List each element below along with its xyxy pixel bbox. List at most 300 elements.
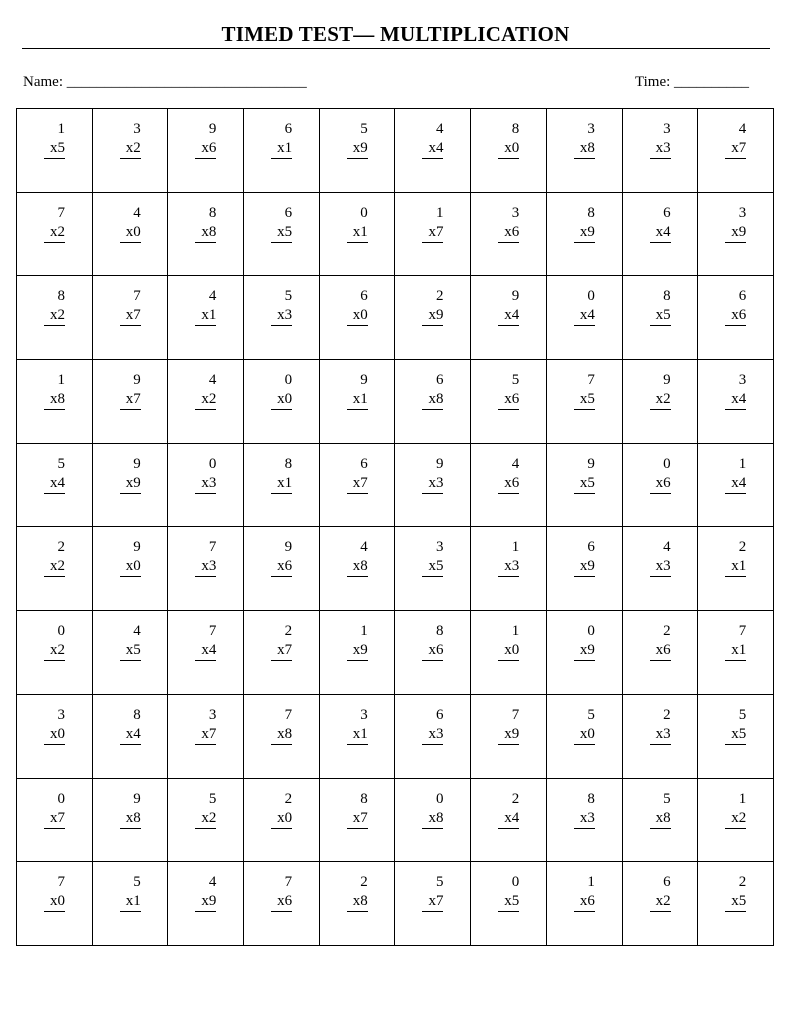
multiplier: x7 [422,892,443,912]
multiplier: x9 [195,892,216,912]
multiplier: x7 [44,809,65,829]
problem-cell[interactable] [17,109,93,193]
multiplicand: 5 [511,372,520,389]
multiplicand: 2 [57,539,65,556]
multiplicand: 8 [511,121,520,137]
multiplier: x7 [120,306,141,326]
problem-cell[interactable] [244,779,320,863]
multiplier: x9 [725,223,746,243]
multiplicand: 9 [435,455,444,472]
multiplication-problem [650,790,671,829]
multiplication-problem [422,287,443,326]
problem-cell[interactable] [547,360,623,444]
problem-cell[interactable] [93,611,169,695]
multiplicand: 2 [284,790,293,807]
multiplication-problem [120,706,141,745]
problem-cell[interactable] [320,444,396,528]
problem-cell[interactable] [698,527,774,611]
problem-cell[interactable] [93,109,169,193]
multiplicand: 4 [738,121,747,137]
multiplicand: 1 [738,455,747,472]
multiplicand: 8 [57,288,65,305]
multiplication-problem [422,790,443,829]
multiplicand: 1 [511,539,520,556]
multiplicand: 0 [57,623,65,640]
multiplicand: 1 [57,372,65,389]
multiplicand: 6 [360,455,368,472]
problem-cell[interactable] [93,695,169,779]
multiplication-problem [271,287,292,326]
problem-cell[interactable] [471,862,547,946]
problem-cell[interactable] [320,695,396,779]
problem-cell[interactable] [547,862,623,946]
problem-cell[interactable] [623,862,699,946]
multiplication-problem [347,873,368,912]
problem-cell[interactable] [547,779,623,863]
multiplier: x1 [725,641,746,661]
problem-cell[interactable] [17,193,93,277]
multiplier: x4 [195,641,216,661]
multiplication-problem [574,371,595,410]
problem-cell[interactable] [244,360,320,444]
problem-cell[interactable] [244,527,320,611]
problem-cell[interactable] [623,695,699,779]
multiplier: x9 [574,641,595,661]
multiplication-problem [120,622,141,661]
multiplication-problem [574,790,595,829]
multiplicand: 7 [738,623,747,640]
problem-cell[interactable] [93,527,169,611]
multiplication-problem [195,287,216,326]
problem-cell[interactable] [698,193,774,277]
multiplier: x0 [574,725,595,745]
multiplicand: 9 [511,288,520,305]
multiplier: x0 [498,139,519,159]
multiplicand: 7 [284,874,293,891]
multiplication-problem [195,455,216,494]
multiplier: x2 [650,390,671,410]
problem-cell[interactable] [320,360,396,444]
multiplication-problem [725,706,746,745]
multiplication-problem [44,706,65,745]
problem-cell[interactable] [395,695,471,779]
problem-cell[interactable] [168,193,244,277]
multiplier: x4 [498,306,519,326]
multiplier: x6 [650,641,671,661]
multiplicand: 3 [435,539,444,556]
multiplicand: 9 [360,372,368,389]
multiplicand: 0 [587,288,595,305]
problem-cell[interactable] [623,779,699,863]
multiplier: x9 [347,139,368,159]
problem-cell[interactable] [698,695,774,779]
problem-cell[interactable] [395,276,471,360]
problem-cell[interactable] [244,695,320,779]
problem-cell[interactable] [471,527,547,611]
problem-cell[interactable] [320,862,396,946]
multiplier: x0 [498,641,519,661]
multiplication-problem [725,204,746,243]
problem-cell[interactable] [698,862,774,946]
multiplier: x3 [422,474,443,494]
multiplication-problem [44,120,65,159]
problem-cell[interactable] [547,527,623,611]
problem-cell[interactable] [623,611,699,695]
multiplication-problem [650,538,671,577]
multiplication-problem [422,622,443,661]
multiplication-problem [650,706,671,745]
multiplication-problem [498,873,519,912]
problem-cell[interactable] [93,779,169,863]
multiplicand: 6 [284,204,293,221]
multiplicand: 8 [360,790,368,807]
multiplicand: 6 [738,288,747,305]
multiplier: x9 [574,223,595,243]
problem-cell[interactable] [547,444,623,528]
problem-cell[interactable] [547,276,623,360]
multiplicand: 3 [738,204,747,221]
problem-cell[interactable] [93,276,169,360]
multiplication-problem [120,287,141,326]
problem-cell[interactable] [168,862,244,946]
multiplication-problem [725,622,746,661]
problem-cell[interactable] [623,193,699,277]
problem-cell[interactable] [320,527,396,611]
multiplier: x9 [422,306,443,326]
problem-cell[interactable] [17,276,93,360]
multiplicand: 5 [284,288,293,305]
multiplier: x0 [120,557,141,577]
multiplicand: 2 [284,623,293,640]
multiplier: x8 [422,809,443,829]
multiplier: x3 [498,557,519,577]
multiplication-problem [347,622,368,661]
problem-cell[interactable] [93,862,169,946]
problem-cell[interactable] [244,862,320,946]
multiplicand: 4 [208,372,217,389]
multiplicand: 6 [360,288,368,305]
multiplicand: 0 [511,874,520,891]
problem-cell[interactable] [168,527,244,611]
multiplicand: 3 [663,121,671,137]
multiplicand: 4 [663,539,671,556]
problem-cell[interactable] [168,276,244,360]
problem-cell[interactable] [320,779,396,863]
multiplication-problem [271,371,292,410]
problem-cell[interactable] [698,109,774,193]
multiplication-problem [347,790,368,829]
multiplier: x9 [347,641,368,661]
problem-cell[interactable] [168,360,244,444]
problem-cell[interactable] [93,193,169,277]
multiplication-problem [574,120,595,159]
multiplicand: 6 [435,372,444,389]
multiplication-problem [195,120,216,159]
problem-cell[interactable] [547,193,623,277]
multiplication-problem [195,371,216,410]
multiplicand: 0 [663,455,671,472]
problem-cell[interactable] [320,276,396,360]
multiplier: x4 [725,474,746,494]
multiplicand: 7 [284,706,293,723]
multiplicand: 9 [208,121,217,137]
name-field[interactable]: Name: ________________________________ [23,74,307,90]
multiplicand: 3 [57,706,65,723]
multiplication-problem [498,706,519,745]
multiplication-problem [271,538,292,577]
problem-cell[interactable] [547,109,623,193]
multiplier: x3 [195,557,216,577]
multiplier: x6 [650,474,671,494]
multiplier: x2 [195,390,216,410]
multiplicand: 5 [133,874,141,891]
problem-cell[interactable] [17,779,93,863]
problem-cell[interactable] [93,444,169,528]
problem-cell[interactable] [168,695,244,779]
problem-cell[interactable] [698,360,774,444]
problem-cell[interactable] [471,779,547,863]
problem-cell[interactable] [244,444,320,528]
multiplication-problem [347,120,368,159]
problem-cell[interactable] [17,862,93,946]
multiplicand: 4 [435,121,444,137]
multiplicand: 8 [587,790,595,807]
multiplicand: 9 [133,372,141,389]
multiplicand: 3 [133,121,141,137]
multiplicand: 9 [133,539,141,556]
problem-cell[interactable] [698,779,774,863]
problem-cell[interactable] [471,109,547,193]
multiplier: x7 [347,474,368,494]
time-field[interactable]: Time: __________ [635,74,750,90]
multiplication-problem [574,873,595,912]
problem-cell[interactable] [244,193,320,277]
multiplication-problem [725,371,746,410]
problem-cell[interactable] [168,109,244,193]
multiplicand: 7 [57,204,65,221]
multiplier: x2 [44,223,65,243]
problem-cell[interactable] [17,695,93,779]
multiplicand: 9 [133,790,141,807]
problem-cell[interactable] [471,193,547,277]
problem-cell[interactable] [395,862,471,946]
multiplication-problem [498,622,519,661]
multiplicand: 0 [587,623,595,640]
multiplicand: 2 [360,874,368,891]
multiplier: x2 [120,139,141,159]
multiplicand: 5 [57,455,65,472]
problem-cell[interactable] [471,611,547,695]
problem-cell[interactable] [395,444,471,528]
multiplicand: 7 [208,623,217,640]
multiplication-problem [195,204,216,243]
multiplier: x8 [347,557,368,577]
problem-cell[interactable] [244,611,320,695]
multiplication-problem [498,790,519,829]
multiplication-problem [498,120,519,159]
multiplier: x6 [725,306,746,326]
multiplier: x6 [498,390,519,410]
problem-cell[interactable] [547,695,623,779]
multiplier: x5 [120,641,141,661]
problem-cell[interactable] [623,276,699,360]
multiplicand: 6 [663,874,671,891]
multiplication-problem [271,790,292,829]
problem-cell[interactable] [623,360,699,444]
multiplication-problem [120,120,141,159]
multiplier: x0 [44,725,65,745]
multiplication-problem [120,538,141,577]
problem-cell[interactable] [395,193,471,277]
problem-cell[interactable] [93,360,169,444]
multiplicand: 7 [133,288,141,305]
multiplication-problem [44,455,65,494]
multiplication-problem [422,538,443,577]
multiplier: x6 [498,474,519,494]
multiplicand: 3 [208,706,217,723]
multiplier: x8 [44,390,65,410]
multiplier: x8 [347,892,368,912]
multiplication-problem [422,120,443,159]
multiplier: x3 [574,809,595,829]
multiplier: x9 [120,474,141,494]
multiplier: x1 [271,474,292,494]
multiplication-problem [271,204,292,243]
multiplicand: 2 [511,790,520,807]
multiplicand: 4 [360,539,368,556]
multiplier: x5 [725,725,746,745]
problem-cell[interactable] [395,611,471,695]
multiplier: x2 [44,557,65,577]
multiplicand: 6 [663,204,671,221]
problem-cell[interactable] [17,611,93,695]
problem-cell[interactable] [17,527,93,611]
multiplication-problem [498,371,519,410]
multiplier: x0 [271,809,292,829]
multiplication-problem [650,204,671,243]
multiplier: x7 [347,809,368,829]
multiplier: x4 [44,474,65,494]
multiplier: x2 [195,809,216,829]
problem-cell[interactable] [168,779,244,863]
problem-cell[interactable] [698,444,774,528]
problem-cell[interactable] [395,109,471,193]
problem-cell[interactable] [547,611,623,695]
multiplicand: 3 [360,706,368,723]
multiplicand: 5 [208,790,217,807]
problem-cell[interactable] [17,444,93,528]
multiplication-problem [498,455,519,494]
multiplicand: 5 [587,706,595,723]
multiplicand: 4 [511,455,520,472]
problem-cell[interactable] [471,360,547,444]
multiplicand: 3 [738,372,747,389]
multiplication-problem [195,873,216,912]
problem-cell[interactable] [244,109,320,193]
problem-cell[interactable] [320,611,396,695]
multiplier: x1 [725,557,746,577]
multiplication-problem [725,873,746,912]
problem-cell[interactable] [623,109,699,193]
multiplicand: 5 [435,874,444,891]
multiplier: x3 [650,139,671,159]
problem-cell[interactable] [320,109,396,193]
problem-cell[interactable] [168,611,244,695]
multiplier: x3 [650,725,671,745]
problem-grid [16,108,774,946]
multiplication-problem [120,371,141,410]
multiplication-problem [574,455,595,494]
multiplication-problem [422,204,443,243]
multiplication-problem [44,873,65,912]
multiplication-problem [725,120,746,159]
problem-cell[interactable] [698,276,774,360]
multiplication-problem [574,706,595,745]
multiplicand: 5 [663,790,671,807]
problem-cell[interactable] [471,444,547,528]
multiplier: x4 [120,725,141,745]
problem-cell[interactable] [244,276,320,360]
problem-cell[interactable] [471,695,547,779]
multiplier: x6 [271,892,292,912]
multiplier: x2 [650,892,671,912]
problem-cell[interactable] [168,444,244,528]
problem-cell[interactable] [623,527,699,611]
multiplicand: 8 [587,204,595,221]
problem-cell[interactable] [698,611,774,695]
problem-cell[interactable] [471,276,547,360]
multiplier: x8 [120,809,141,829]
problem-cell[interactable] [395,527,471,611]
problem-cell[interactable] [395,360,471,444]
multiplier: x3 [271,306,292,326]
multiplicand: 0 [435,790,444,807]
multiplicand: 4 [133,204,141,221]
multiplication-problem [650,455,671,494]
multiplier: x1 [347,223,368,243]
title-divider [22,48,770,49]
multiplicand: 9 [587,455,595,472]
multiplier: x5 [574,474,595,494]
problem-cell[interactable] [395,779,471,863]
multiplier: x9 [498,725,519,745]
multiplier: x5 [498,892,519,912]
multiplication-problem [650,120,671,159]
problem-cell[interactable] [17,360,93,444]
problem-cell[interactable] [623,444,699,528]
multiplication-problem [120,455,141,494]
problem-cell[interactable] [320,193,396,277]
multiplication-problem [195,706,216,745]
multiplier: x8 [574,139,595,159]
multiplication-problem [422,371,443,410]
multiplication-problem [422,706,443,745]
multiplier: x1 [347,390,368,410]
multiplier: x8 [271,725,292,745]
multiplier: x4 [650,223,671,243]
multiplication-problem [347,538,368,577]
multiplicand: 6 [284,121,293,137]
multiplication-problem [44,371,65,410]
multiplication-problem [422,455,443,494]
multiplier: x7 [725,139,746,159]
multiplier: x7 [271,641,292,661]
multiplier: x2 [725,809,746,829]
multiplication-problem [120,873,141,912]
multiplication-problem [44,622,65,661]
multiplier: x7 [120,390,141,410]
multiplicand: 8 [435,623,444,640]
